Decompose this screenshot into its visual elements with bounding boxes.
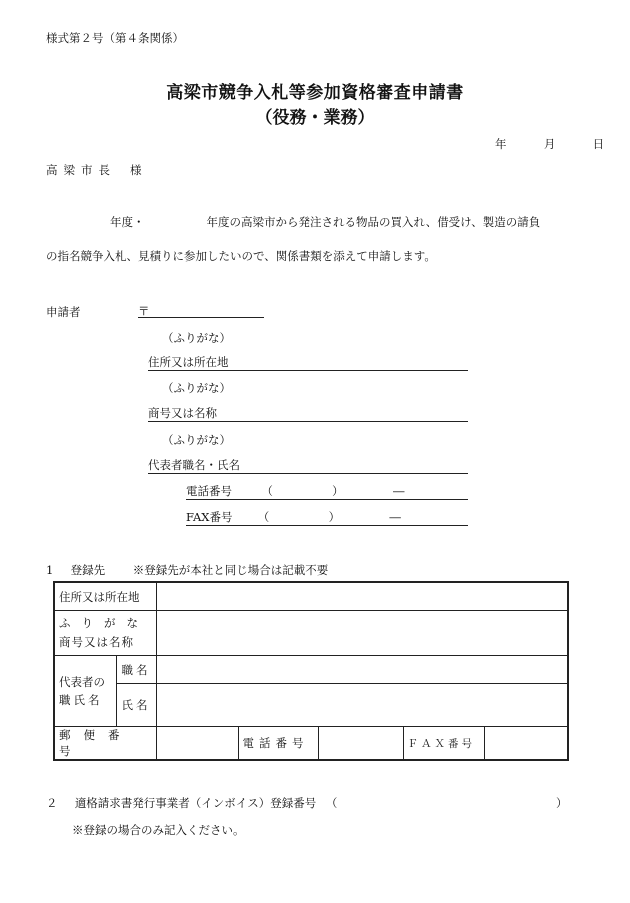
- section-2-heading: [46, 795, 568, 811]
- address-field[interactable]: [148, 354, 468, 371]
- title-cell-label: 職名: [116, 656, 156, 684]
- invoice-number-close-paren: ）: [556, 796, 568, 810]
- company-name-field[interactable]: [148, 405, 468, 422]
- fax-cell-input[interactable]: [484, 727, 568, 761]
- address-cell-label: 住所又は所在地: [54, 582, 156, 611]
- section-2-number: ２: [46, 796, 58, 810]
- postal-code-field[interactable]: [138, 303, 264, 318]
- furigana-label-3: （ふりがな）: [162, 433, 231, 447]
- section-2-title: 適格請求書発行事業者（インボイス）登録番号: [74, 796, 317, 810]
- postal-cell-input[interactable]: [156, 727, 238, 761]
- company-cell-label: [54, 611, 156, 656]
- fax-label: FAX番号: [186, 510, 233, 524]
- table-row-company: [54, 611, 568, 656]
- page-subtitle: （役務・業務）: [255, 108, 375, 128]
- date-month: 月: [543, 137, 556, 151]
- phone-field[interactable]: [186, 483, 468, 500]
- fax-field[interactable]: [186, 509, 468, 526]
- name-cell-label: 氏名: [116, 684, 156, 727]
- section-2-note: ※登録の場合のみ記入ください。: [72, 823, 245, 837]
- phone-label: 電話番号: [186, 484, 232, 498]
- phone-open-paren: （: [261, 484, 273, 498]
- furigana-cell-label: ふりがな: [59, 616, 149, 630]
- date-field: [495, 136, 604, 152]
- company-cell-input[interactable]: [156, 611, 568, 656]
- page-title: 高梁市競争入札等参加資格審査申請書: [166, 83, 464, 103]
- rep-cell-label: [54, 656, 116, 727]
- fiscal-year-label: 年度・: [110, 215, 145, 229]
- fax-cell-label: ＦＡＸ番号: [403, 727, 484, 761]
- table-row-rep-title: [54, 656, 568, 684]
- postal-mark: 〒: [138, 304, 150, 318]
- table-row-address: [54, 582, 568, 611]
- phone-cell-input[interactable]: [318, 727, 403, 761]
- rep-label-line1: 代表者の: [59, 675, 105, 689]
- fax-close-paren: ）: [328, 510, 341, 524]
- applicant-label: 申請者: [46, 305, 81, 319]
- table-row-rep-name: [54, 684, 568, 727]
- body-line-2: の指名競争入札、見積りに参加したいので、関係書類を添えて申請します。: [46, 249, 436, 263]
- invoice-number-open-paren: （: [325, 796, 338, 810]
- name-cell-input[interactable]: [156, 684, 568, 727]
- furigana-label-2: （ふりがな）: [162, 381, 231, 395]
- address-cell-input[interactable]: [156, 582, 568, 611]
- rep-label-line2: 職氏名: [59, 693, 103, 707]
- phone-close-paren: ）: [332, 484, 344, 498]
- form-number: 様式第２号（第４条関係）: [46, 31, 184, 45]
- representative-label: 代表者職名・氏名: [148, 458, 240, 472]
- company-name-cell-label: 商号又は名称: [59, 635, 134, 649]
- phone-dash: ―: [392, 484, 405, 498]
- address-label: 住所又は所在地: [148, 355, 229, 369]
- section-1-heading: [46, 562, 328, 578]
- date-day: 日: [592, 137, 605, 151]
- section-1-title: 登録先: [70, 563, 106, 577]
- fax-dash: ―: [389, 510, 401, 524]
- registration-table: [53, 581, 569, 761]
- section-1-number: 1: [46, 563, 54, 577]
- postal-cell-label: 郵便番号: [54, 727, 156, 761]
- title-cell-input[interactable]: [156, 656, 568, 684]
- addressee: [46, 162, 142, 178]
- addressee-name: 高梁市長: [46, 163, 116, 177]
- body-line-1-text: 年度の高梁市から発注される物品の買入れ、借受け、製造の請負: [206, 215, 541, 229]
- section-1-note: ※登録先が本社と同じ場合は記載不要: [132, 563, 329, 577]
- representative-field[interactable]: [148, 457, 468, 474]
- table-row-contact: [54, 727, 568, 761]
- company-name-label: 商号又は名称: [148, 406, 217, 420]
- furigana-label-1: （ふりがな）: [162, 331, 231, 345]
- body-line-1: [110, 214, 540, 230]
- date-year: 年: [495, 137, 507, 151]
- addressee-honorific: 様: [130, 163, 142, 177]
- phone-cell-label: 電話番号: [238, 727, 318, 761]
- fax-open-paren: （: [257, 510, 270, 524]
